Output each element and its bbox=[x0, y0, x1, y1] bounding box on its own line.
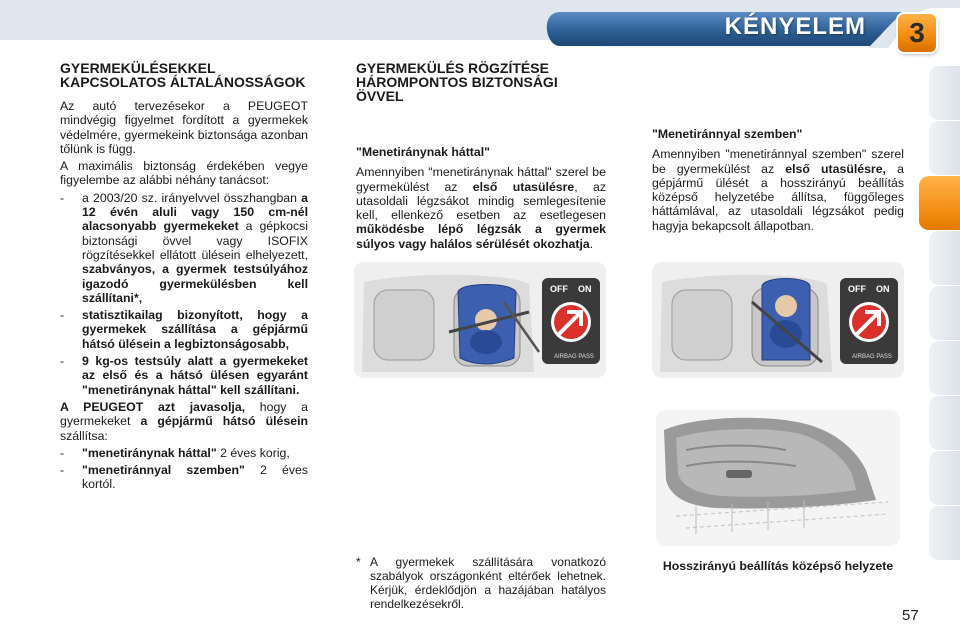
chapter-tab-8[interactable] bbox=[929, 451, 960, 506]
chapter-tab-1[interactable] bbox=[929, 66, 960, 121]
chapter-tab-2[interactable] bbox=[929, 121, 960, 176]
chapter-number-badge: 3 bbox=[898, 14, 936, 52]
list-item: - "menetiránynak háttal" 2 éves korig, bbox=[60, 445, 290, 460]
list-dash: - bbox=[60, 445, 65, 460]
chapter-tab-9[interactable] bbox=[929, 506, 960, 561]
airbag-panel-label: AIRBAG PASS bbox=[554, 354, 594, 360]
list-item: - a 2003/20 sz. irányelvvel összhangban a 12 évén aluli vagy 150 cm-nél alacsonyabb gyermekeket a gépkocsi biztonsági övvel vagy ISOFIX rögzítésekkel ellátott ülésein elhelyezett, szabványos, a gyermek testsúlyához igazodó gyermekülésben kell szállítani*, bbox=[60, 190, 308, 305]
footnote bbox=[356, 555, 606, 611]
list-item: - 9 kg-os testsúly alatt a gyermekeket az első és a hátsó ülésen egyaránt "menetiránynak háttal" kell szállítani. bbox=[60, 354, 308, 397]
airbag-panel-label: AIRBAG PASS bbox=[852, 354, 892, 360]
chapter-tab-7[interactable] bbox=[929, 396, 960, 451]
chapter-title: KÉNYELEM bbox=[724, 13, 866, 40]
list-item: - statisztikailag bizonyított, hogy a gyermekek szállítása a gépjármű hátsó ülésein a legbiztonságosabb, bbox=[60, 308, 308, 351]
airbag-on-label: ON bbox=[578, 284, 592, 294]
forward-facing-column bbox=[652, 127, 904, 236]
rear-facing-subheading: "Menetiránynak háttal" bbox=[356, 145, 490, 159]
list-dash: - bbox=[60, 354, 65, 369]
general-info-heading: GYERMEKÜLÉSEKKEL KAPCSOLATOS ÁLTALÁNOSSÁGOK bbox=[60, 60, 306, 90]
chapter-tab-3-active[interactable] bbox=[919, 176, 960, 231]
airbag-off-label: OFF bbox=[848, 284, 866, 294]
chapter-tab-5[interactable] bbox=[929, 286, 960, 341]
seat-adjustment-drawing bbox=[656, 410, 900, 546]
general-info-column bbox=[60, 61, 308, 495]
footnote-text: A gyermekek szállítására vonatkozó szabályok országonként eltérőek lehetnek. Kérjük, érdeklődjön a hazájában hatályos rendelkezésekről. bbox=[370, 555, 606, 611]
forward-facing-seat-drawing bbox=[652, 262, 904, 378]
rear-facing-paragraph: Amennyiben "menetiránynak háttal" szerel be gyermekülést az első utasülésre, az utasoldali légzsákot mindig semlegesítenie kell, ellenkező esetben az esetlegesen működésbe lépő légzsák a gyermek súlyos vagy halálos sérülését okozhatja. bbox=[356, 165, 607, 251]
recommendation-paragraph: A PEUGEOT azt javasolja, hogy a gyermekeket a gépjármű hátsó ülésein szállítsa: bbox=[60, 399, 309, 443]
page-number: 57 bbox=[902, 607, 919, 624]
chapter-tabs bbox=[929, 66, 960, 566]
chapter-tab-6[interactable] bbox=[929, 341, 960, 396]
list-dash: - bbox=[60, 308, 65, 323]
seat-adjustment-illustration bbox=[656, 410, 900, 546]
three-point-belt-column bbox=[356, 61, 606, 254]
rear-facing-seat-drawing bbox=[354, 262, 606, 378]
list-item: - "menetiránnyal szemben" 2 éves kortól. bbox=[60, 463, 309, 492]
forward-facing-seat-illustration bbox=[652, 262, 904, 378]
chapter-tab-4[interactable] bbox=[929, 231, 960, 286]
three-point-belt-heading: GYERMEKÜLÉS RÖGZÍTÉSE HÁROMPONTOS BIZTONSÁGI ÖVVEL bbox=[356, 60, 558, 104]
list-dash: - bbox=[60, 190, 65, 205]
forward-facing-subheading: "Menetiránnyal szemben" bbox=[652, 127, 803, 141]
advice-intro-paragraph: A maximális biztonság érdekében vegye figyelembe az alábbi néhány tanácsot: bbox=[60, 159, 308, 188]
forward-facing-paragraph: Amennyiben "menetiránnyal szemben" szerel be gyermekülést az első utasülésre, a gépjármű ülését a hosszirányú beállítás középső helyzetébe állítsa, függőleges háttámlával, az utasoldali légzsákot pedig hagyja bekapcsolt állapotban. bbox=[652, 147, 904, 233]
list-dash: - bbox=[60, 463, 65, 478]
rear-facing-seat-illustration bbox=[354, 262, 606, 378]
airbag-on-label: ON bbox=[876, 284, 890, 294]
intro-paragraph: Az autó tervezésekor a PEUGEOT mindvégig figyelmet fordított a gyermekek védelmére, gyermekeink biztonsága azonban tőlünk is függ. bbox=[60, 99, 308, 156]
footnote-marker: * bbox=[356, 555, 361, 569]
seat-adjustment-caption: Hosszirányú beállítás középső helyzete bbox=[662, 559, 894, 573]
airbag-off-label: OFF bbox=[550, 284, 568, 294]
